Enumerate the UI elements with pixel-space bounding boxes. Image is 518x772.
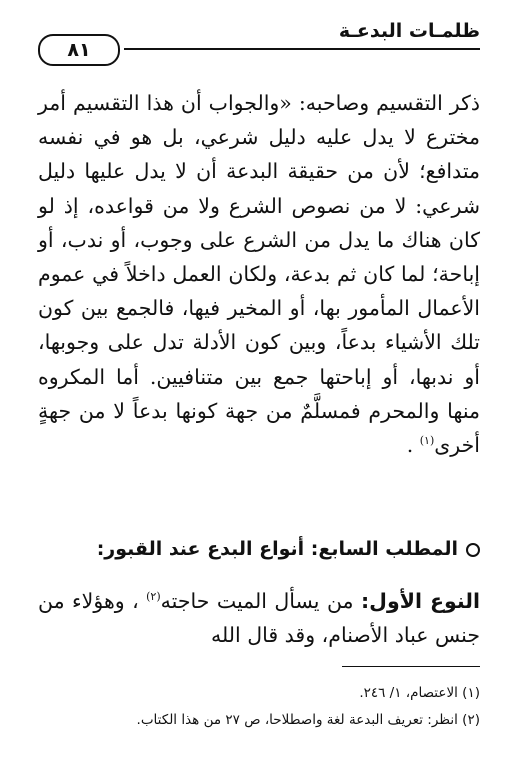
type-one-text-after: ، وهؤلاء من جنس عباد الأصنام، وقد قال الله — [38, 589, 480, 648]
circle-bullet-icon — [466, 543, 480, 557]
page-header — [38, 14, 480, 61]
section-heading-text: المطلب السابع: أنواع البدع عند القبور: — [96, 538, 458, 560]
section-heading — [38, 534, 480, 564]
running-title: ظلمـات البدعـة — [338, 20, 480, 42]
page-number-badge: ٨١ — [38, 34, 120, 66]
footnote-marker-2: (٢) — [146, 590, 161, 604]
header-rule — [124, 48, 480, 50]
paragraph-text — [38, 86, 480, 462]
type-one-paragraph — [38, 584, 480, 652]
footnotes — [38, 680, 480, 734]
type-one-label: النوع الأول: — [360, 589, 480, 613]
type-one-text-before: من يسأل الميت حاجته — [160, 589, 361, 613]
type-one-text — [38, 584, 480, 652]
footnote-marker-1: (١) — [419, 434, 435, 448]
paragraph-end: . — [406, 433, 420, 458]
main-paragraph — [38, 86, 480, 462]
footnote-separator — [342, 666, 480, 667]
footnote-2: (٢) انظر: تعريف البدعة لغة واصطلاحا، ص ٢٧ من هذا الكتاب. — [136, 712, 480, 728]
footnote-1: (١) الاعتصام، ١/ ٢٤٦. — [359, 685, 480, 701]
paragraph-body: ذكر التقسيم وصاحبه: «والجواب أن هذا التقسيم أمر مخترع لا يدل عليه دليل شرعي، بل هو في نفسه متدافع؛ لأن من حقيقة البدعة أن لا يدل عليها دليل شرعي: لا من نصوص الشرع ولا من قواعده، إذ لو كان هناك ما يدل من الشرع على وجوب، أو ندب، أو إباحة؛ لما كان ثم بدعة، ولكان العمل داخلاً في عموم الأعمال المأمور بها، أو المخير فيها، فالجمع بين كون تلك الأشياء بدعاً، وبين كون الأدلة تدل على وجوبها، أو ندبها، أو إباحتها جمع بين متنافيين. أما المكروه منها والمحرم فمسلَّمٌ من جهة كونها بدعاً لا من جهةٍ أخرى — [38, 91, 480, 458]
